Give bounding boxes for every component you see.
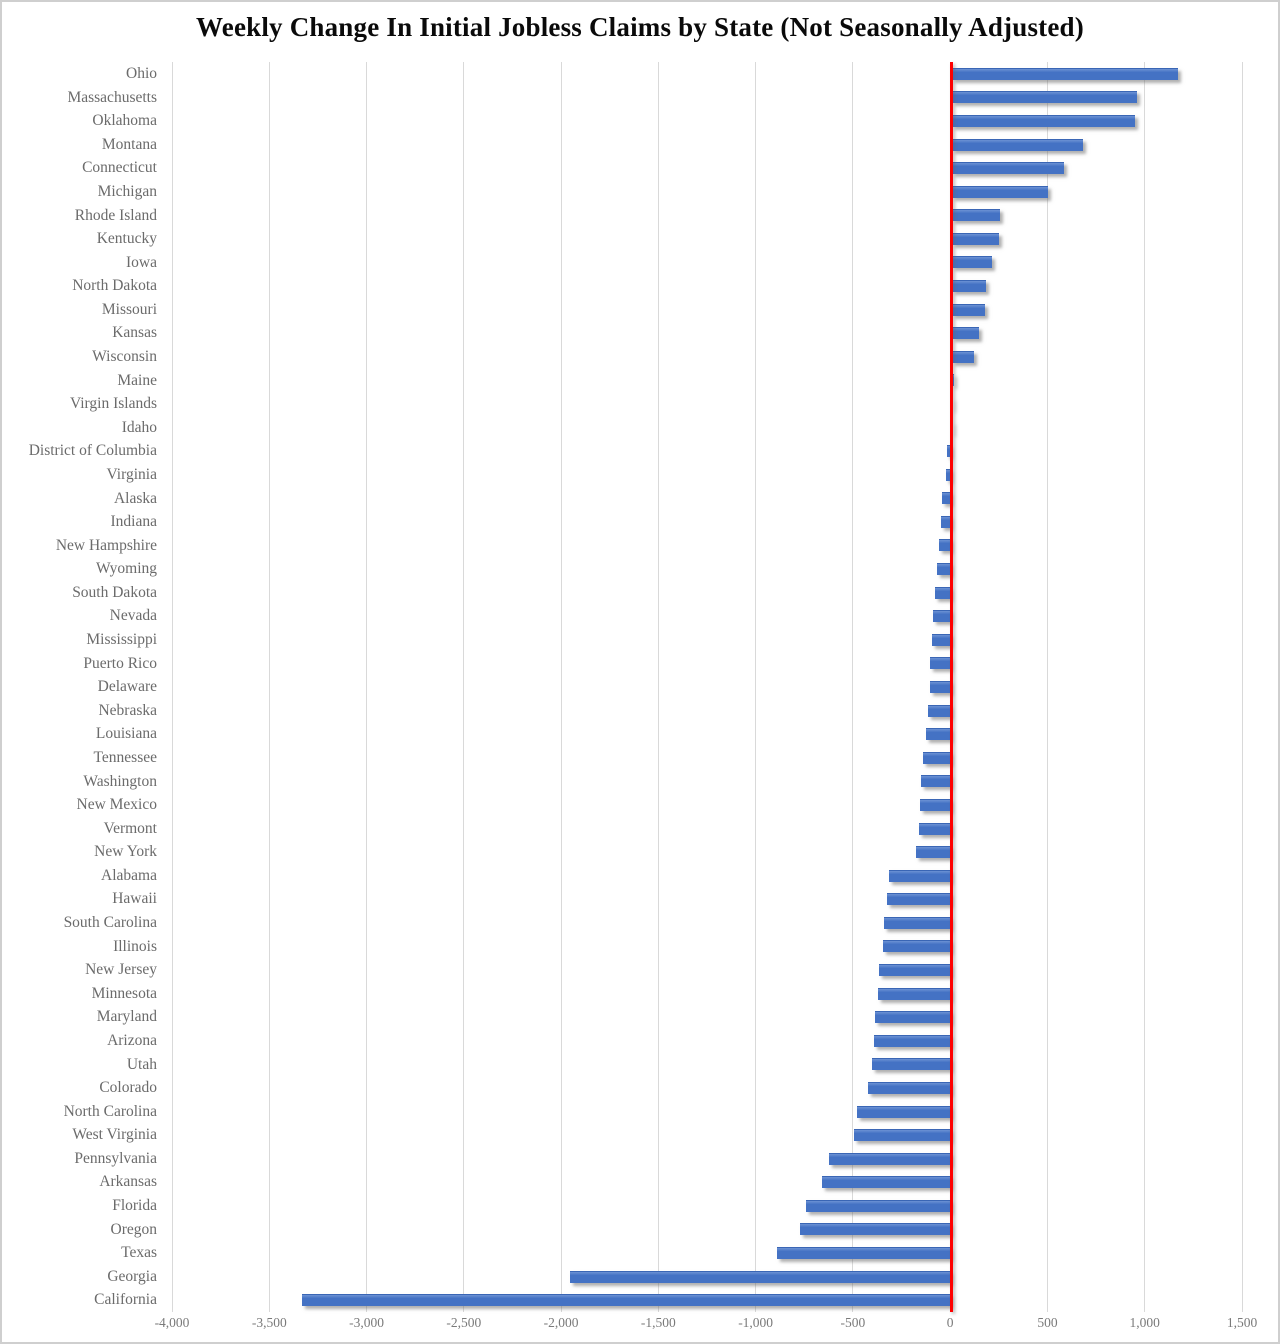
gridline--2-000 xyxy=(561,62,562,1312)
y-axis-label-virgin-islands: Virgin Islands xyxy=(69,395,157,413)
bar-vermont xyxy=(919,823,950,835)
y-axis-label-connecticut: Connecticut xyxy=(82,159,157,177)
bar-kentucky xyxy=(952,233,999,245)
bar-michigan xyxy=(952,186,1048,198)
y-axis-label-iowa: Iowa xyxy=(126,253,157,271)
bar-montana xyxy=(952,139,1083,151)
gridline--4-000 xyxy=(172,62,173,1312)
bar-louisiana xyxy=(926,728,950,740)
x-axis-tick-label: 1,000 xyxy=(1129,1315,1160,1330)
x-axis-tick-label: -2,000 xyxy=(543,1315,579,1330)
x-axis-tick-label: -500 xyxy=(840,1315,866,1330)
gridline--1-500 xyxy=(658,62,659,1312)
y-axis-label-new-york: New York xyxy=(94,843,157,861)
y-axis-label-massachusetts: Massachusetts xyxy=(67,88,157,106)
bar-delaware xyxy=(930,681,951,693)
x-axis-tick-label: -3,000 xyxy=(349,1315,384,1330)
bar-illinois xyxy=(883,940,950,952)
bar-new-mexico xyxy=(920,799,950,811)
y-axis-label-georgia: Georgia xyxy=(107,1267,157,1285)
y-axis-label-michigan: Michigan xyxy=(97,182,157,200)
y-axis-label-north-carolina: North Carolina xyxy=(63,1102,157,1120)
bar-mississippi xyxy=(932,634,950,646)
y-axis-label-kansas: Kansas xyxy=(112,324,157,342)
y-axis-label-california: California xyxy=(94,1291,157,1309)
y-axis-label-new-mexico: New Mexico xyxy=(76,796,157,814)
y-axis-label-hawaii: Hawaii xyxy=(112,890,157,908)
x-axis-tick-label: -1,500 xyxy=(640,1315,676,1330)
x-axis-tick-label: -1,000 xyxy=(738,1315,774,1330)
y-axis-label-vermont: Vermont xyxy=(103,819,157,837)
y-axis-label-wisconsin: Wisconsin xyxy=(92,348,157,366)
y-axis-label-south-dakota: South Dakota xyxy=(72,583,157,601)
bar-kansas xyxy=(952,327,978,339)
x-axis-tick-label: -2,500 xyxy=(446,1315,482,1330)
y-axis-label-wyoming: Wyoming xyxy=(95,560,157,578)
y-axis-label-arkansas: Arkansas xyxy=(99,1173,157,1191)
y-axis-label-arizona: Arizona xyxy=(107,1031,157,1049)
y-axis-label-mississippi: Mississippi xyxy=(86,631,157,649)
y-axis-label-texas: Texas xyxy=(121,1244,157,1262)
bar-california xyxy=(302,1294,950,1306)
bar-washington xyxy=(921,775,951,787)
x-axis-tick-label: 500 xyxy=(1037,1315,1058,1330)
bar-south-carolina xyxy=(884,917,950,929)
x-axis-tick-label: 0 xyxy=(946,1315,954,1330)
bar-texas xyxy=(777,1247,950,1259)
x-axis-tick-label: -3,500 xyxy=(251,1315,287,1330)
y-axis-label-maine: Maine xyxy=(117,371,157,389)
plot-area xyxy=(172,62,1242,1312)
bar-wyoming xyxy=(937,563,951,575)
bar-oklahoma xyxy=(952,115,1135,127)
y-axis-label-idaho: Idaho xyxy=(121,418,157,436)
bar-north-dakota xyxy=(952,280,986,292)
y-axis-label-tennessee: Tennessee xyxy=(93,748,157,766)
bar-pennsylvania xyxy=(829,1153,951,1165)
y-axis-label-louisiana: Louisiana xyxy=(95,725,157,743)
y-axis-label-oregon: Oregon xyxy=(110,1220,157,1238)
bar-maryland xyxy=(875,1011,950,1023)
bar-alabama xyxy=(889,870,950,882)
gridline--1-000 xyxy=(755,62,756,1312)
bar-utah xyxy=(872,1058,950,1070)
y-axis-label-colorado: Colorado xyxy=(99,1079,157,1097)
bar-georgia xyxy=(570,1271,950,1283)
y-axis-label-kentucky: Kentucky xyxy=(96,230,157,248)
chart-title: Weekly Change In Initial Jobless Claims by State (Not Seasonally Adjusted) xyxy=(196,12,1084,42)
bar-new-jersey xyxy=(879,964,950,976)
y-axis-label-puerto-rico: Puerto Rico xyxy=(83,654,157,672)
y-axis-label-north-dakota: North Dakota xyxy=(72,277,157,295)
bar-iowa xyxy=(952,256,991,268)
y-axis-label-south-carolina: South Carolina xyxy=(63,914,157,932)
bar-hawaii xyxy=(887,893,950,905)
gridline-1-500 xyxy=(1242,62,1243,1312)
bar-north-carolina xyxy=(857,1106,950,1118)
y-axis-label-new-jersey: New Jersey xyxy=(85,961,157,979)
bar-colorado xyxy=(868,1082,950,1094)
x-axis-tick-label: 1,500 xyxy=(1226,1315,1258,1330)
bar-nevada xyxy=(933,610,951,622)
bar-missouri xyxy=(952,304,985,316)
gridline--3-000 xyxy=(366,62,367,1312)
y-axis-label-new-hampshire: New Hampshire xyxy=(55,536,157,554)
bar-connecticut xyxy=(952,162,1064,174)
y-axis-label-nevada: Nevada xyxy=(109,607,157,625)
y-axis-label-missouri: Missouri xyxy=(101,300,157,318)
gridline-1-000 xyxy=(1144,62,1145,1312)
bar-arizona xyxy=(874,1035,950,1047)
y-axis-label-oklahoma: Oklahoma xyxy=(92,112,157,130)
bar-south-dakota xyxy=(935,587,951,599)
y-axis-label-nebraska: Nebraska xyxy=(98,701,157,719)
bar-wisconsin xyxy=(952,351,973,363)
bar-west-virginia xyxy=(854,1129,950,1141)
gridline--3-500 xyxy=(269,62,270,1312)
x-axis-tick-labels xyxy=(154,1315,1258,1337)
y-axis-state-labels xyxy=(2,62,157,1312)
y-axis-label-rhode-island: Rhode Island xyxy=(74,206,157,224)
y-axis-label-montana: Montana xyxy=(101,135,157,153)
bar-new-hampshire xyxy=(939,539,950,551)
y-axis-label-delaware: Delaware xyxy=(97,678,157,696)
bar-minnesota xyxy=(878,988,950,1000)
y-axis-label-maryland: Maryland xyxy=(96,1008,157,1026)
y-axis-label-district-of-columbia: District of Columbia xyxy=(28,442,157,460)
bar-rhode-island xyxy=(952,209,1000,221)
y-axis-label-indiana: Indiana xyxy=(110,513,157,531)
y-axis-label-west-virginia: West Virginia xyxy=(72,1126,157,1144)
gridline--500 xyxy=(852,62,853,1312)
gridline--2-500 xyxy=(463,62,464,1312)
bar-tennessee xyxy=(923,752,950,764)
y-axis-label-washington: Washington xyxy=(83,772,157,790)
bar-massachusetts xyxy=(952,91,1137,103)
y-axis-label-alaska: Alaska xyxy=(113,489,157,507)
bar-new-york xyxy=(916,846,950,858)
bar-oregon xyxy=(800,1223,950,1235)
x-axis-tick-label: -4,000 xyxy=(154,1315,190,1330)
y-axis-label-illinois: Illinois xyxy=(113,937,157,955)
bar-arkansas xyxy=(822,1176,950,1188)
y-axis-label-alabama: Alabama xyxy=(101,866,157,884)
y-axis-label-florida: Florida xyxy=(112,1197,157,1215)
y-axis-label-utah: Utah xyxy=(126,1055,157,1073)
y-axis-label-pennsylvania: Pennsylvania xyxy=(74,1149,157,1167)
y-axis-label-ohio: Ohio xyxy=(126,65,157,82)
bar-florida xyxy=(806,1200,950,1212)
y-axis-label-virginia: Virginia xyxy=(106,465,157,483)
zero-axis-line xyxy=(950,62,953,1312)
bar-ohio xyxy=(952,68,1178,80)
bar-nebraska xyxy=(928,705,950,717)
gridline-500 xyxy=(1047,62,1048,1312)
bar-puerto-rico xyxy=(930,657,950,669)
y-axis-label-minnesota: Minnesota xyxy=(91,984,157,1002)
